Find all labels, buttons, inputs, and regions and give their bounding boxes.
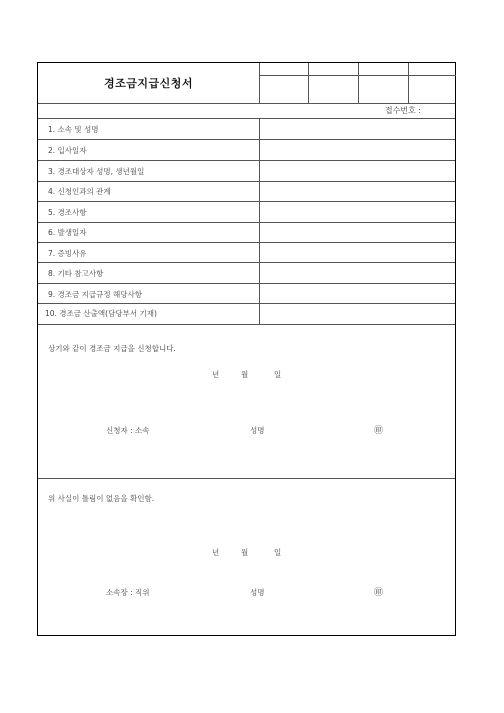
applicant-name-label: 성명 — [250, 426, 265, 435]
row-label: 3. 경조대상자 성명, 생년월일 — [48, 167, 145, 176]
row-value-field[interactable] — [260, 304, 455, 324]
row-label: 9. 경조금 지급규정 해당사항 — [48, 290, 143, 299]
confirmation-statement: 위 사실이 틀림이 없음을 확인함. — [48, 494, 155, 503]
row-value-field[interactable] — [260, 119, 455, 139]
row-label: 5. 경조사항 — [48, 208, 87, 217]
row-line — [38, 324, 455, 325]
row-label: 1. 소속 및 성명 — [48, 125, 99, 134]
application-form — [37, 62, 456, 636]
row-label: 4. 신청인과의 관계 — [48, 187, 111, 196]
receipt-number-label: 접수번호 : — [384, 106, 421, 115]
department-head-label: 소속장 : 직위 — [106, 588, 150, 597]
row-label: 10. 경조금 산출액(담당부서 기재) — [45, 309, 157, 318]
row-label: 6. 발생일자 — [48, 228, 87, 237]
row-value-field[interactable] — [260, 223, 455, 242]
application-statement: 상기와 같이 경조금 지급을 신청합니다. — [48, 344, 176, 353]
divider — [38, 103, 455, 104]
confirmation-month: 월 — [241, 548, 249, 557]
row-value-field[interactable] — [260, 284, 455, 303]
row-label: 7. 증빙사유 — [48, 249, 87, 258]
row-value-field[interactable] — [260, 140, 455, 160]
row-label: 8. 기타 참고사항 — [48, 269, 104, 278]
section-divider — [38, 478, 455, 479]
approval-box[interactable] — [409, 76, 455, 102]
approval-box[interactable] — [359, 76, 407, 102]
approval-box[interactable] — [309, 76, 357, 102]
form-title: 경조금지급신청서 — [103, 77, 193, 90]
seal-mark: ㊞ — [374, 588, 384, 598]
department-head-name-label: 성명 — [250, 588, 265, 597]
row-label: 2. 입사일자 — [48, 146, 87, 155]
confirmation-year: 년 — [212, 548, 220, 557]
applicant-label: 신청자 : 소속 — [106, 426, 150, 435]
row-value-field[interactable] — [260, 202, 455, 222]
approval-box[interactable] — [260, 76, 308, 102]
seal-mark: ㊞ — [374, 426, 384, 436]
row-value-field[interactable] — [260, 182, 455, 202]
row-value-field[interactable] — [260, 263, 455, 283]
row-value-field[interactable] — [260, 161, 455, 181]
application-year: 년 — [212, 370, 220, 379]
row-value-field[interactable] — [260, 243, 455, 262]
application-day: 일 — [274, 370, 282, 379]
application-month: 월 — [241, 370, 249, 379]
confirmation-day: 일 — [274, 548, 282, 557]
